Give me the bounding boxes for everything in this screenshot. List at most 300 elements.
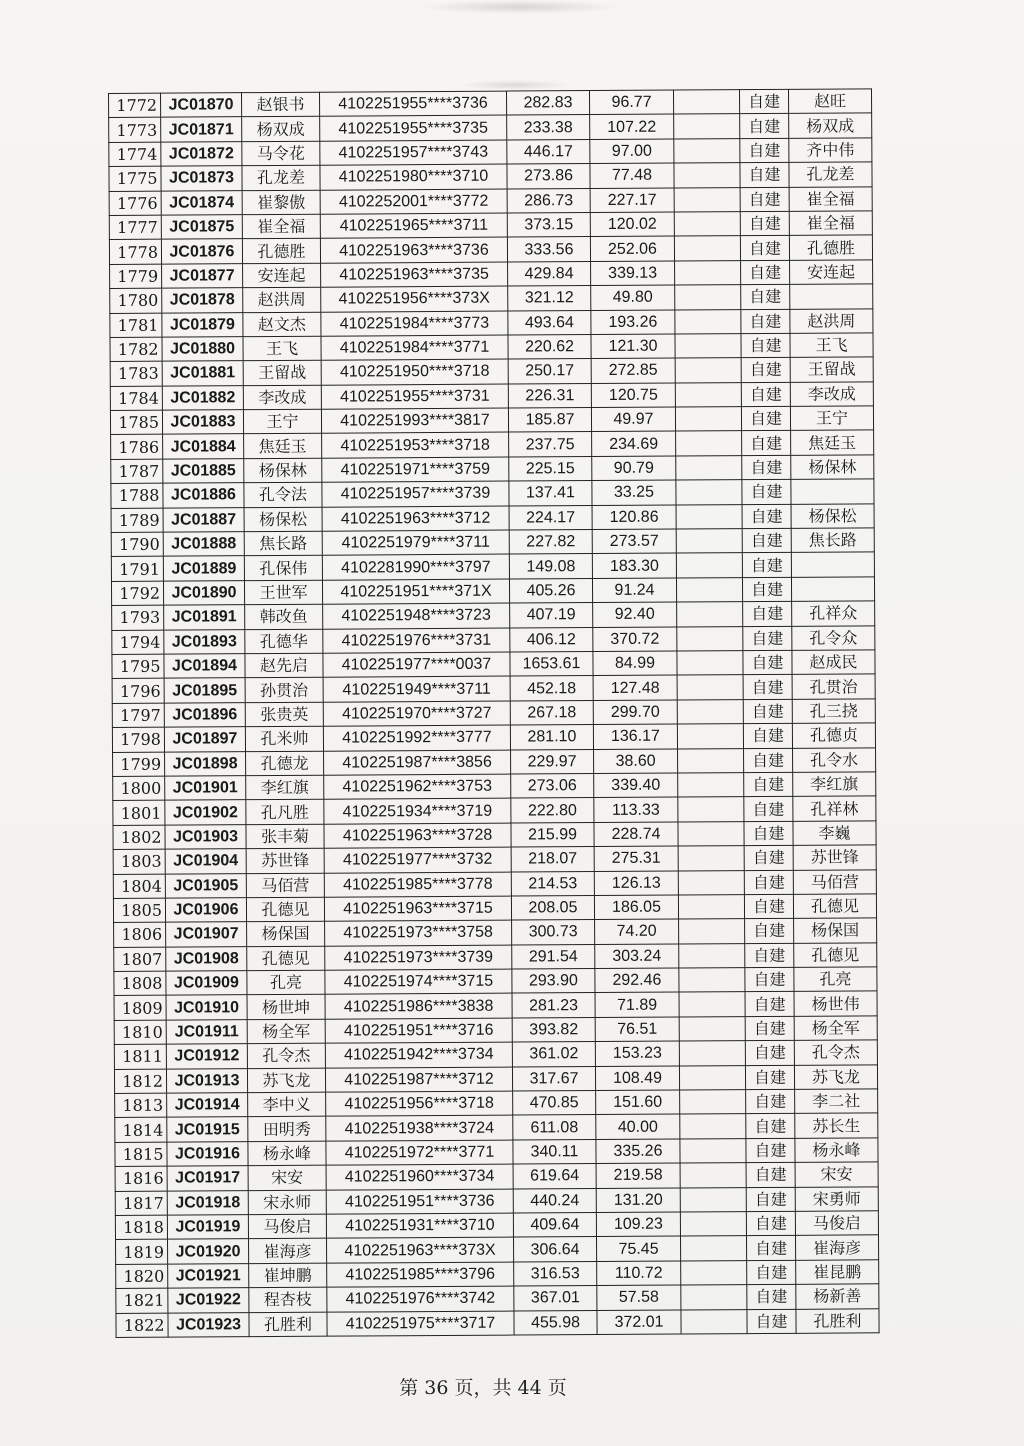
build-type-cell: 自建: [741, 284, 790, 309]
id-number-cell: 4102252001****3772: [320, 189, 507, 215]
area-2-cell: 127.48: [593, 675, 677, 700]
area-1-cell: 137.41: [509, 481, 592, 506]
id-number-cell: 4102251951****371X: [322, 579, 509, 605]
owner-name-cell: 崔昆鹏: [796, 1260, 879, 1285]
holder-name-cell: 孔德华: [245, 629, 323, 654]
holder-name-cell: 孔德胜: [242, 239, 320, 264]
id-number-cell: 4102251953****3718: [322, 433, 509, 459]
area-1-cell: 185.87: [508, 408, 591, 433]
row-number-cell: 1793: [112, 605, 164, 630]
row-number-cell: 1818: [115, 1215, 167, 1240]
row-number-cell: 1795: [112, 654, 164, 679]
build-type-cell: 自建: [745, 1041, 794, 1066]
household-code-cell: JC01908: [166, 946, 247, 971]
holder-name-cell: 赵洪周: [243, 287, 321, 312]
id-number-cell: 4102251977****0037: [323, 652, 510, 678]
build-type-cell: 自建: [745, 992, 794, 1017]
id-number-cell: 4102251976****3742: [327, 1286, 514, 1312]
build-type-cell: 自建: [745, 1016, 794, 1041]
row-number-cell: 1780: [110, 288, 162, 313]
household-code-cell: JC01891: [164, 605, 245, 630]
area-1-cell: 273.06: [511, 773, 594, 798]
build-type-cell: 自建: [740, 138, 789, 163]
id-number-cell: 4102251957****3743: [320, 140, 507, 166]
build-type-cell: 自建: [742, 455, 791, 480]
area-2-cell: 228.74: [594, 822, 678, 847]
remarks-cell: [676, 577, 742, 602]
build-type-cell: 自建: [746, 1187, 795, 1212]
remarks-cell: [673, 90, 739, 115]
owner-name-cell: 孔德见: [794, 942, 877, 967]
area-2-cell: 84.99: [593, 651, 677, 676]
scan-artifact: [420, 0, 620, 14]
owner-name-cell: 杨新善: [796, 1284, 879, 1309]
area-1-cell: 281.10: [510, 725, 593, 750]
row-number-cell: 1814: [115, 1118, 167, 1143]
owner-name-cell: 马俊启: [795, 1211, 878, 1236]
owner-name-cell: 孔令杰: [794, 1040, 877, 1065]
owner-name-cell: 崔全福: [789, 211, 872, 236]
area-1-cell: 222.80: [511, 798, 594, 823]
remarks-cell: [677, 699, 743, 724]
remarks-cell: [678, 846, 744, 871]
row-number-cell: 1792: [111, 581, 163, 606]
household-code-cell: JC01879: [162, 312, 243, 337]
holder-name-cell: 程杏枝: [249, 1287, 327, 1312]
remarks-cell: [677, 651, 743, 676]
owner-name-cell: 孔三挠: [792, 699, 875, 724]
remarks-cell: [677, 626, 743, 651]
owner-name-cell: 李二社: [795, 1089, 878, 1114]
area-1-cell: 224.17: [509, 505, 592, 530]
area-2-cell: 120.75: [591, 383, 675, 408]
holder-name-cell: 田明秀: [248, 1117, 326, 1142]
area-2-cell: 74.20: [595, 919, 679, 944]
area-2-cell: 370.72: [593, 627, 677, 652]
id-number-cell: 4102281990****3797: [322, 554, 509, 580]
remarks-cell: [675, 334, 741, 359]
holder-name-cell: 张丰菊: [246, 824, 324, 849]
build-type-cell: 自建: [744, 748, 793, 773]
remarks-cell: [680, 1236, 746, 1261]
holder-name-cell: 苏世锋: [246, 848, 324, 873]
area-1-cell: 393.82: [512, 1017, 595, 1042]
holder-name-cell: 杨永峰: [248, 1141, 326, 1166]
row-number-cell: 1801: [113, 800, 165, 825]
id-number-cell: 4102251980****3710: [320, 164, 507, 190]
household-code-cell: JC01890: [163, 580, 244, 605]
owner-name-cell: [791, 552, 874, 577]
area-2-cell: 40.00: [596, 1114, 680, 1139]
area-1-cell: 316.53: [514, 1261, 597, 1286]
id-number-cell: 4102251985****3778: [324, 872, 511, 898]
holder-name-cell: 赵银书: [242, 92, 320, 117]
id-number-cell: 4102251984****3773: [321, 311, 508, 337]
area-2-cell: 109.23: [596, 1212, 680, 1237]
row-number-cell: 1796: [112, 679, 164, 704]
owner-name-cell: 杨永峰: [795, 1138, 878, 1163]
holder-name-cell: 孔保伟: [244, 556, 322, 581]
holder-name-cell: 安连起: [243, 263, 321, 288]
household-code-cell: JC01902: [165, 800, 246, 825]
household-code-cell: JC01882: [162, 385, 243, 410]
holder-name-cell: 崔海彦: [249, 1239, 327, 1264]
holder-name-cell: 杨保松: [244, 507, 322, 532]
holder-name-cell: 孔亮: [247, 970, 325, 995]
id-number-cell: 4102251948****3723: [323, 603, 510, 629]
household-code-cell: JC01875: [161, 215, 242, 240]
row-number-cell: 1785: [110, 410, 162, 435]
build-type-cell: 自建: [742, 553, 791, 578]
owner-name-cell: 宋勇师: [795, 1186, 878, 1211]
owner-name-cell: 孔德胜: [789, 235, 872, 260]
build-type-cell: 自建: [742, 577, 791, 602]
id-number-cell: 4102251963****3715: [324, 896, 511, 922]
area-1-cell: 407.19: [510, 603, 593, 628]
owner-name-cell: [790, 284, 873, 309]
area-1-cell: 218.07: [511, 847, 594, 872]
id-number-cell: 4102251934****3719: [324, 798, 511, 824]
area-2-cell: 335.26: [596, 1139, 680, 1164]
remarks-cell: [674, 236, 740, 261]
remarks-cell: [678, 895, 744, 920]
household-code-cell: JC01897: [164, 727, 245, 752]
owner-name-cell: 杨全军: [794, 1016, 877, 1041]
area-1-cell: 1653.61: [510, 652, 593, 677]
area-2-cell: 275.31: [594, 846, 678, 871]
id-number-cell: 4102251993****3817: [321, 408, 508, 434]
id-number-cell: 4102251938****3724: [326, 1115, 513, 1141]
household-code-cell: JC01907: [166, 922, 247, 947]
row-number-cell: 1783: [110, 361, 162, 386]
area-2-cell: 97.00: [590, 139, 674, 164]
area-2-cell: 219.58: [596, 1163, 680, 1188]
build-type-cell: 自建: [745, 943, 794, 968]
remarks-cell: [674, 114, 740, 139]
household-code-cell: JC01904: [165, 849, 246, 874]
area-2-cell: 107.22: [590, 114, 674, 139]
holder-name-cell: 杨保国: [247, 921, 325, 946]
area-2-cell: 108.49: [595, 1066, 679, 1091]
remarks-cell: [676, 455, 742, 480]
owner-name-cell: 杨保松: [791, 503, 874, 528]
area-2-cell: 292.46: [595, 968, 679, 993]
holder-name-cell: 孔德见: [246, 897, 324, 922]
remarks-cell: [679, 1065, 745, 1090]
area-1-cell: 493.64: [508, 310, 591, 335]
remarks-cell: [674, 138, 740, 163]
household-code-cell: JC01881: [162, 361, 243, 386]
owner-name-cell: 赵成民: [792, 650, 875, 675]
id-number-cell: 4102251951****3716: [325, 1018, 512, 1044]
household-code-cell: JC01923: [168, 1312, 249, 1337]
area-1-cell: 225.15: [509, 456, 592, 481]
household-code-cell: JC01911: [166, 1020, 247, 1045]
area-1-cell: 429.84: [508, 261, 591, 286]
id-number-cell: 4102251956****3718: [326, 1091, 513, 1117]
build-type-cell: 自建: [743, 602, 792, 627]
remarks-cell: [677, 602, 743, 627]
holder-name-cell: 孔凡胜: [246, 800, 324, 825]
area-2-cell: 57.58: [597, 1285, 681, 1310]
household-code-cell: JC01905: [165, 873, 246, 898]
area-2-cell: 153.23: [595, 1041, 679, 1066]
id-number-cell: 4102251987****3712: [325, 1067, 512, 1093]
owner-name-cell: [791, 479, 874, 504]
row-number-cell: 1773: [109, 118, 161, 143]
household-code-cell: JC01877: [162, 263, 243, 288]
remarks-cell: [680, 1212, 746, 1237]
area-1-cell: 317.67: [512, 1066, 595, 1091]
area-2-cell: 151.60: [596, 1090, 680, 1115]
remarks-cell: [679, 1016, 745, 1041]
build-type-cell: 自建: [743, 626, 792, 651]
area-1-cell: 237.75: [509, 432, 592, 457]
area-2-cell: 252.06: [590, 236, 674, 261]
area-2-cell: 234.69: [592, 432, 676, 457]
area-2-cell: 372.01: [597, 1310, 681, 1335]
build-type-cell: 自建: [740, 236, 789, 261]
remarks-cell: [680, 1187, 746, 1212]
household-code-cell: JC01871: [161, 117, 242, 142]
row-number-cell: 1782: [110, 337, 162, 362]
remarks-cell: [681, 1309, 747, 1334]
holder-name-cell: 孔德见: [247, 946, 325, 971]
household-code-cell: JC01921: [168, 1263, 249, 1288]
household-code-cell: JC01880: [162, 337, 243, 362]
area-1-cell: 333.56: [507, 237, 590, 262]
remarks-cell: [675, 260, 741, 285]
household-code-cell: JC01885: [163, 459, 244, 484]
id-number-cell: 4102251962****3753: [324, 774, 511, 800]
row-number-cell: 1803: [113, 849, 165, 874]
area-2-cell: 120.02: [590, 212, 674, 237]
page-footer: 第 36 页，共 44 页: [399, 1377, 567, 1399]
id-number-cell: 4102251950****3718: [321, 359, 508, 385]
household-code-cell: JC01876: [161, 239, 242, 264]
remarks-cell: [675, 309, 741, 334]
remarks-cell: [680, 1114, 746, 1139]
remarks-cell: [676, 553, 742, 578]
build-type-cell: 自建: [746, 1089, 795, 1114]
holder-name-cell: 杨双成: [242, 117, 320, 142]
row-number-cell: 1807: [114, 947, 166, 972]
remarks-cell: [681, 1260, 747, 1285]
owner-name-cell: 马佰营: [793, 869, 876, 894]
household-code-cell: JC01922: [168, 1288, 249, 1313]
id-number-cell: 4102251976****3731: [323, 628, 510, 654]
area-1-cell: 405.26: [509, 578, 592, 603]
household-code-cell: JC01878: [162, 288, 243, 313]
owner-name-cell: 李巍: [793, 821, 876, 846]
area-2-cell: 126.13: [594, 871, 678, 896]
build-type-cell: 自建: [740, 163, 789, 188]
area-2-cell: 303.24: [595, 944, 679, 969]
remarks-cell: [679, 943, 745, 968]
build-type-cell: 自建: [746, 1236, 795, 1261]
area-2-cell: 272.85: [591, 358, 675, 383]
build-type-cell: 自建: [744, 894, 793, 919]
owner-name-cell: 孔令水: [793, 747, 876, 772]
holder-name-cell: 马俊启: [248, 1214, 326, 1239]
build-type-cell: 自建: [743, 650, 792, 675]
area-1-cell: 440.24: [513, 1188, 596, 1213]
id-number-cell: 4102251973****3758: [325, 920, 512, 946]
owner-name-cell: 杨保国: [794, 918, 877, 943]
id-number-cell: 4102251970****3727: [323, 701, 510, 727]
household-code-cell: JC01874: [161, 190, 242, 215]
area-2-cell: 299.70: [593, 700, 677, 725]
holder-name-cell: 孔胜利: [249, 1312, 327, 1337]
row-number-cell: 1800: [113, 776, 165, 801]
holder-name-cell: 崔黎傲: [242, 190, 320, 215]
area-1-cell: 340.11: [513, 1139, 596, 1164]
area-2-cell: 90.79: [592, 456, 676, 481]
id-number-cell: 4102251974****3715: [325, 969, 512, 995]
row-number-cell: 1819: [116, 1240, 168, 1265]
household-code-cell: JC01873: [161, 166, 242, 191]
household-code-cell: JC01915: [167, 1117, 248, 1142]
area-1-cell: 406.12: [510, 627, 593, 652]
build-type-cell: 自建: [743, 699, 792, 724]
id-number-cell: 4102251957****3739: [322, 481, 509, 507]
build-type-cell: 自建: [743, 675, 792, 700]
area-2-cell: 77.48: [590, 163, 674, 188]
id-number-cell: 4102251985****3796: [327, 1262, 514, 1288]
id-number-cell: 4102251955****3735: [320, 115, 507, 141]
holder-name-cell: 孔德龙: [246, 751, 324, 776]
area-1-cell: 470.85: [513, 1091, 596, 1116]
remarks-cell: [679, 992, 745, 1017]
row-number-cell: 1804: [113, 874, 165, 899]
remarks-cell: [678, 821, 744, 846]
household-code-cell: JC01918: [167, 1190, 248, 1215]
area-2-cell: 121.30: [591, 334, 675, 359]
holder-name-cell: 赵先启: [245, 653, 323, 678]
area-1-cell: 455.98: [514, 1310, 597, 1335]
build-type-cell: 自建: [741, 309, 790, 334]
row-number-cell: 1808: [114, 971, 166, 996]
build-type-cell: 自建: [741, 333, 790, 358]
owner-name-cell: 齐中伟: [789, 138, 872, 163]
household-code-cell: JC01896: [164, 702, 245, 727]
area-2-cell: 186.05: [594, 895, 678, 920]
id-number-cell: 4102251963****3736: [320, 237, 507, 263]
id-number-cell: 4102251955****3731: [321, 384, 508, 410]
owner-name-cell: 宋安: [795, 1162, 878, 1187]
owner-name-cell: 杨世伟: [794, 991, 877, 1016]
owner-name-cell: 孔令众: [792, 625, 875, 650]
id-number-cell: 4102251987****3856: [324, 750, 511, 776]
household-code-cell: JC01898: [165, 751, 246, 776]
id-number-cell: 4102251949****3711: [323, 676, 510, 702]
remarks-cell: [674, 212, 740, 237]
build-type-cell: 自建: [741, 406, 790, 431]
row-number-cell: 1809: [114, 996, 166, 1021]
area-1-cell: 214.53: [511, 871, 594, 896]
household-code-cell: JC01916: [167, 1141, 248, 1166]
holder-name-cell: 孔龙差: [242, 165, 320, 190]
holder-name-cell: 苏飞龙: [247, 1068, 325, 1093]
id-number-cell: 4102251965****3711: [320, 213, 507, 239]
id-number-cell: 4102251975****3717: [327, 1311, 514, 1337]
area-2-cell: 193.26: [591, 310, 675, 335]
remarks-cell: [677, 675, 743, 700]
id-number-cell: 4102251979****3711: [322, 530, 509, 556]
owner-name-cell: 李改成: [790, 382, 873, 407]
area-2-cell: 38.60: [594, 749, 678, 774]
area-1-cell: 286.73: [507, 188, 590, 213]
build-type-cell: 自建: [741, 260, 790, 285]
area-1-cell: 293.90: [512, 969, 595, 994]
row-number-cell: 1784: [110, 386, 162, 411]
area-1-cell: 233.38: [507, 115, 590, 140]
area-1-cell: 250.17: [508, 359, 591, 384]
household-code-cell: JC01903: [165, 824, 246, 849]
holder-name-cell: 马佰营: [246, 873, 324, 898]
row-number-cell: 1789: [111, 508, 163, 533]
holder-name-cell: 宋永师: [248, 1190, 326, 1215]
row-number-cell: 1822: [116, 1313, 168, 1338]
household-code-cell: JC01917: [167, 1166, 248, 1191]
area-2-cell: 76.51: [595, 1017, 679, 1042]
remarks-cell: [678, 748, 744, 773]
area-1-cell: 367.01: [514, 1286, 597, 1311]
area-2-cell: 33.25: [592, 480, 676, 505]
remarks-cell: [675, 358, 741, 383]
area-1-cell: 321.12: [508, 286, 591, 311]
area-1-cell: 273.86: [507, 164, 590, 189]
id-number-cell: 4102251963****3735: [321, 262, 508, 288]
area-2-cell: 75.45: [596, 1236, 680, 1261]
household-code-cell: JC01913: [166, 1068, 247, 1093]
build-type-cell: 自建: [745, 1065, 794, 1090]
area-1-cell: 446.17: [507, 139, 590, 164]
area-2-cell: 339.40: [594, 773, 678, 798]
owner-name-cell: 李红旗: [793, 772, 876, 797]
owner-name-cell: 孔祥众: [792, 601, 875, 626]
build-type-cell: 自建: [742, 431, 791, 456]
id-number-cell: 4102251960****3734: [326, 1164, 513, 1190]
remarks-cell: [675, 285, 741, 310]
owner-name-cell: 王留战: [790, 357, 873, 382]
holder-name-cell: 崔全福: [242, 214, 320, 239]
area-1-cell: 291.54: [512, 944, 595, 969]
household-code-cell: JC01888: [163, 532, 244, 557]
holder-name-cell: 赵文杰: [243, 312, 321, 337]
holder-name-cell: 韩改鱼: [245, 604, 323, 629]
row-number-cell: 1815: [115, 1142, 167, 1167]
row-number-cell: 1797: [112, 703, 164, 728]
owner-name-cell: 崔海彦: [795, 1235, 878, 1260]
area-2-cell: 131.20: [596, 1188, 680, 1213]
row-number-cell: 1781: [110, 313, 162, 338]
area-1-cell: 452.18: [510, 676, 593, 701]
holder-name-cell: 马令花: [242, 141, 320, 166]
area-1-cell: 306.64: [513, 1237, 596, 1262]
remarks-cell: [674, 187, 740, 212]
id-number-cell: 4102251992****3777: [323, 725, 510, 751]
build-type-cell: 自建: [746, 1163, 795, 1188]
id-number-cell: 4102251977****3732: [324, 847, 511, 873]
owner-name-cell: 孔贯治: [792, 674, 875, 699]
row-number-cell: 1779: [110, 264, 162, 289]
area-2-cell: 49.97: [591, 407, 675, 432]
build-type-cell: 自建: [747, 1260, 796, 1285]
owner-name-cell: 孔胜利: [796, 1308, 879, 1333]
area-2-cell: 71.89: [595, 992, 679, 1017]
row-number-cell: 1812: [114, 1069, 166, 1094]
